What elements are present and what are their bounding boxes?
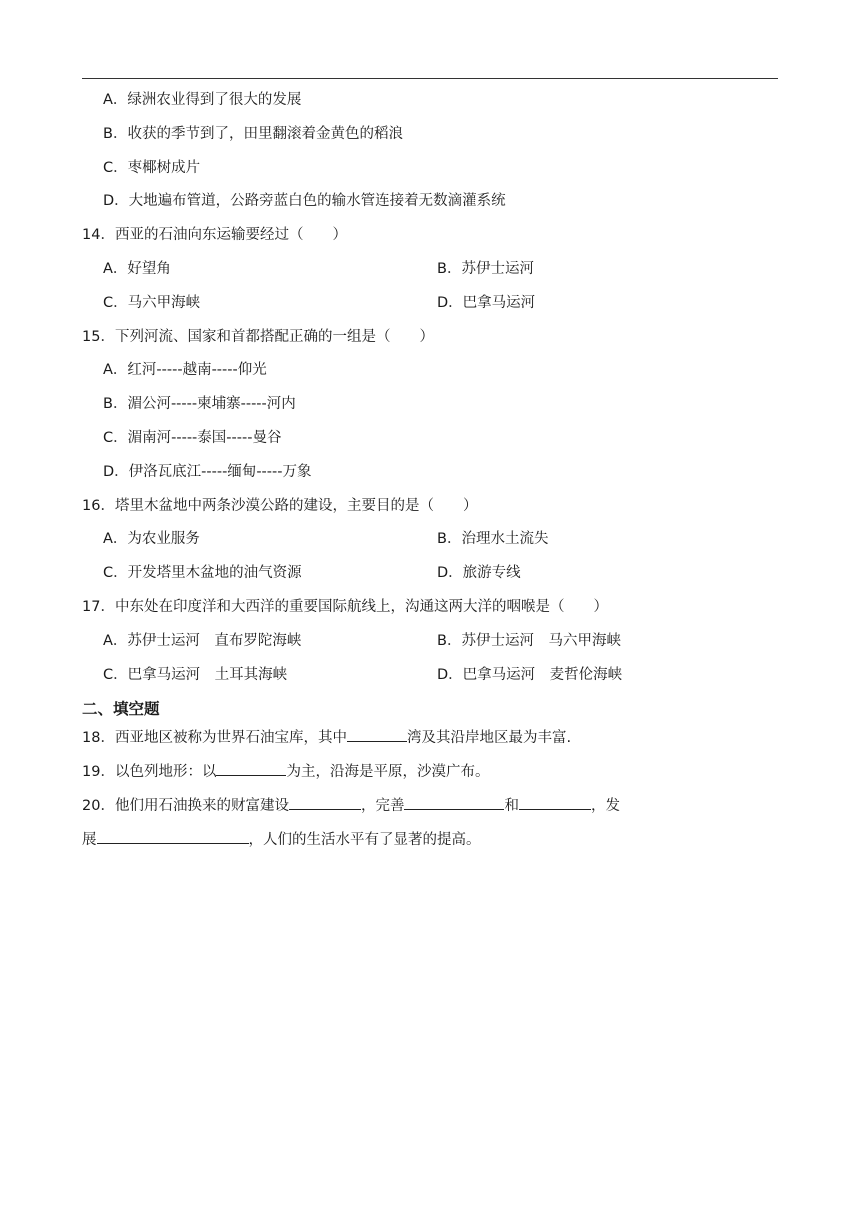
q20-answer-blank-4[interactable] <box>97 827 249 844</box>
q20-answer-blank-1[interactable] <box>289 793 361 810</box>
q20-answer-blank-2[interactable] <box>404 793 504 810</box>
q20-text-4: ，发 <box>590 797 620 814</box>
q15-option-a: A．红河-----越南-----仰光 <box>103 362 267 379</box>
q18 <box>82 724 782 758</box>
q14-option-d: D．巴拿马运河 <box>437 294 536 311</box>
q14-options-row2 <box>82 289 782 323</box>
q16-options-row2 <box>82 559 782 593</box>
q16-options-row1 <box>82 525 782 559</box>
q16-option-b: B．治理水土流失 <box>437 531 549 548</box>
q16-option-a: A．为农业服务 <box>103 531 200 548</box>
q13-option-d: D．大地遍布管道，公路旁蓝白色的输水管连接着无数滴灌系统 <box>103 193 506 210</box>
q17-options-row1 <box>82 627 782 661</box>
q18-text-before: 18．西亚地区被称为世界石油宝库，其中 <box>82 730 347 747</box>
q16-stem: 16．塔里木盆地中两条沙漠公路的建设，主要目的是（ ） <box>82 497 478 514</box>
q20-answer-blank-3[interactable] <box>519 793 591 810</box>
section-heading: 二、填空题 <box>82 700 160 719</box>
q20-line2 <box>82 826 782 860</box>
q15-stem: 15．下列河流、国家和首都搭配正确的一组是（ ） <box>82 328 434 345</box>
q14-options-row1 <box>82 255 782 289</box>
q19 <box>82 758 782 792</box>
q17-option-c: C．巴拿马运河 土耳其海峡 <box>103 666 288 683</box>
q20-line1 <box>82 792 782 826</box>
q17-option-d: D．巴拿马运河 麦哲伦海峡 <box>437 666 623 683</box>
q14-stem: 14．西亚的石油向东运输要经过（ ） <box>82 227 347 244</box>
q19-text-before: 19．以色列地形：以 <box>82 764 217 781</box>
q17-option-b: B．苏伊士运河 马六甲海峡 <box>437 632 621 649</box>
q16-option-c: C．开发塔里木盆地的油气资源 <box>103 565 302 582</box>
q20-text-2: ，完善 <box>360 797 405 814</box>
q20-text-3: 和 <box>504 797 519 814</box>
q17-stem: 17．中东处在印度洋和大西洋的重要国际航线上，沟通这两大洋的咽喉是（ ） <box>82 598 608 615</box>
q19-text-after: 为主，沿海是平原，沙漠广布。 <box>286 764 490 781</box>
q20-text-6: ，人们的生活水平有了显著的提高。 <box>248 831 481 848</box>
q15-option-b: B．湄公河-----柬埔寨-----河内 <box>103 396 296 413</box>
q13-option-b: B．收获的季节到了，田里翻滚着金黄色的稻浪 <box>103 125 403 142</box>
q17-options-row2 <box>82 661 782 695</box>
q15-option-d: D．伊洛瓦底江-----缅甸-----万象 <box>103 463 312 480</box>
q13-option-c: C．枣椰树成片 <box>103 159 201 176</box>
q15-option-c: C．湄南河-----泰国-----曼谷 <box>103 429 282 446</box>
q19-answer-blank[interactable] <box>216 759 286 776</box>
q18-answer-blank[interactable] <box>347 725 407 742</box>
q14-option-a: A．好望角 <box>103 260 171 277</box>
q13-option-a: A．绿洲农业得到了很大的发展 <box>103 92 302 108</box>
question-sheet <box>82 86 782 860</box>
q20-text-1: 20．他们用石油换来的财富建设 <box>82 797 289 814</box>
q14-option-b: B．苏伊士运河 <box>437 260 534 277</box>
q16-option-d: D．旅游专线 <box>437 565 521 582</box>
header-rule <box>82 78 778 79</box>
q17-option-a: A．苏伊士运河 直布罗陀海峡 <box>103 632 302 649</box>
q18-text-after: 湾及其沿岸地区最为丰富. <box>406 730 572 747</box>
q20-text-5: 展 <box>82 831 97 848</box>
q14-option-c: C．马六甲海峡 <box>103 294 201 311</box>
